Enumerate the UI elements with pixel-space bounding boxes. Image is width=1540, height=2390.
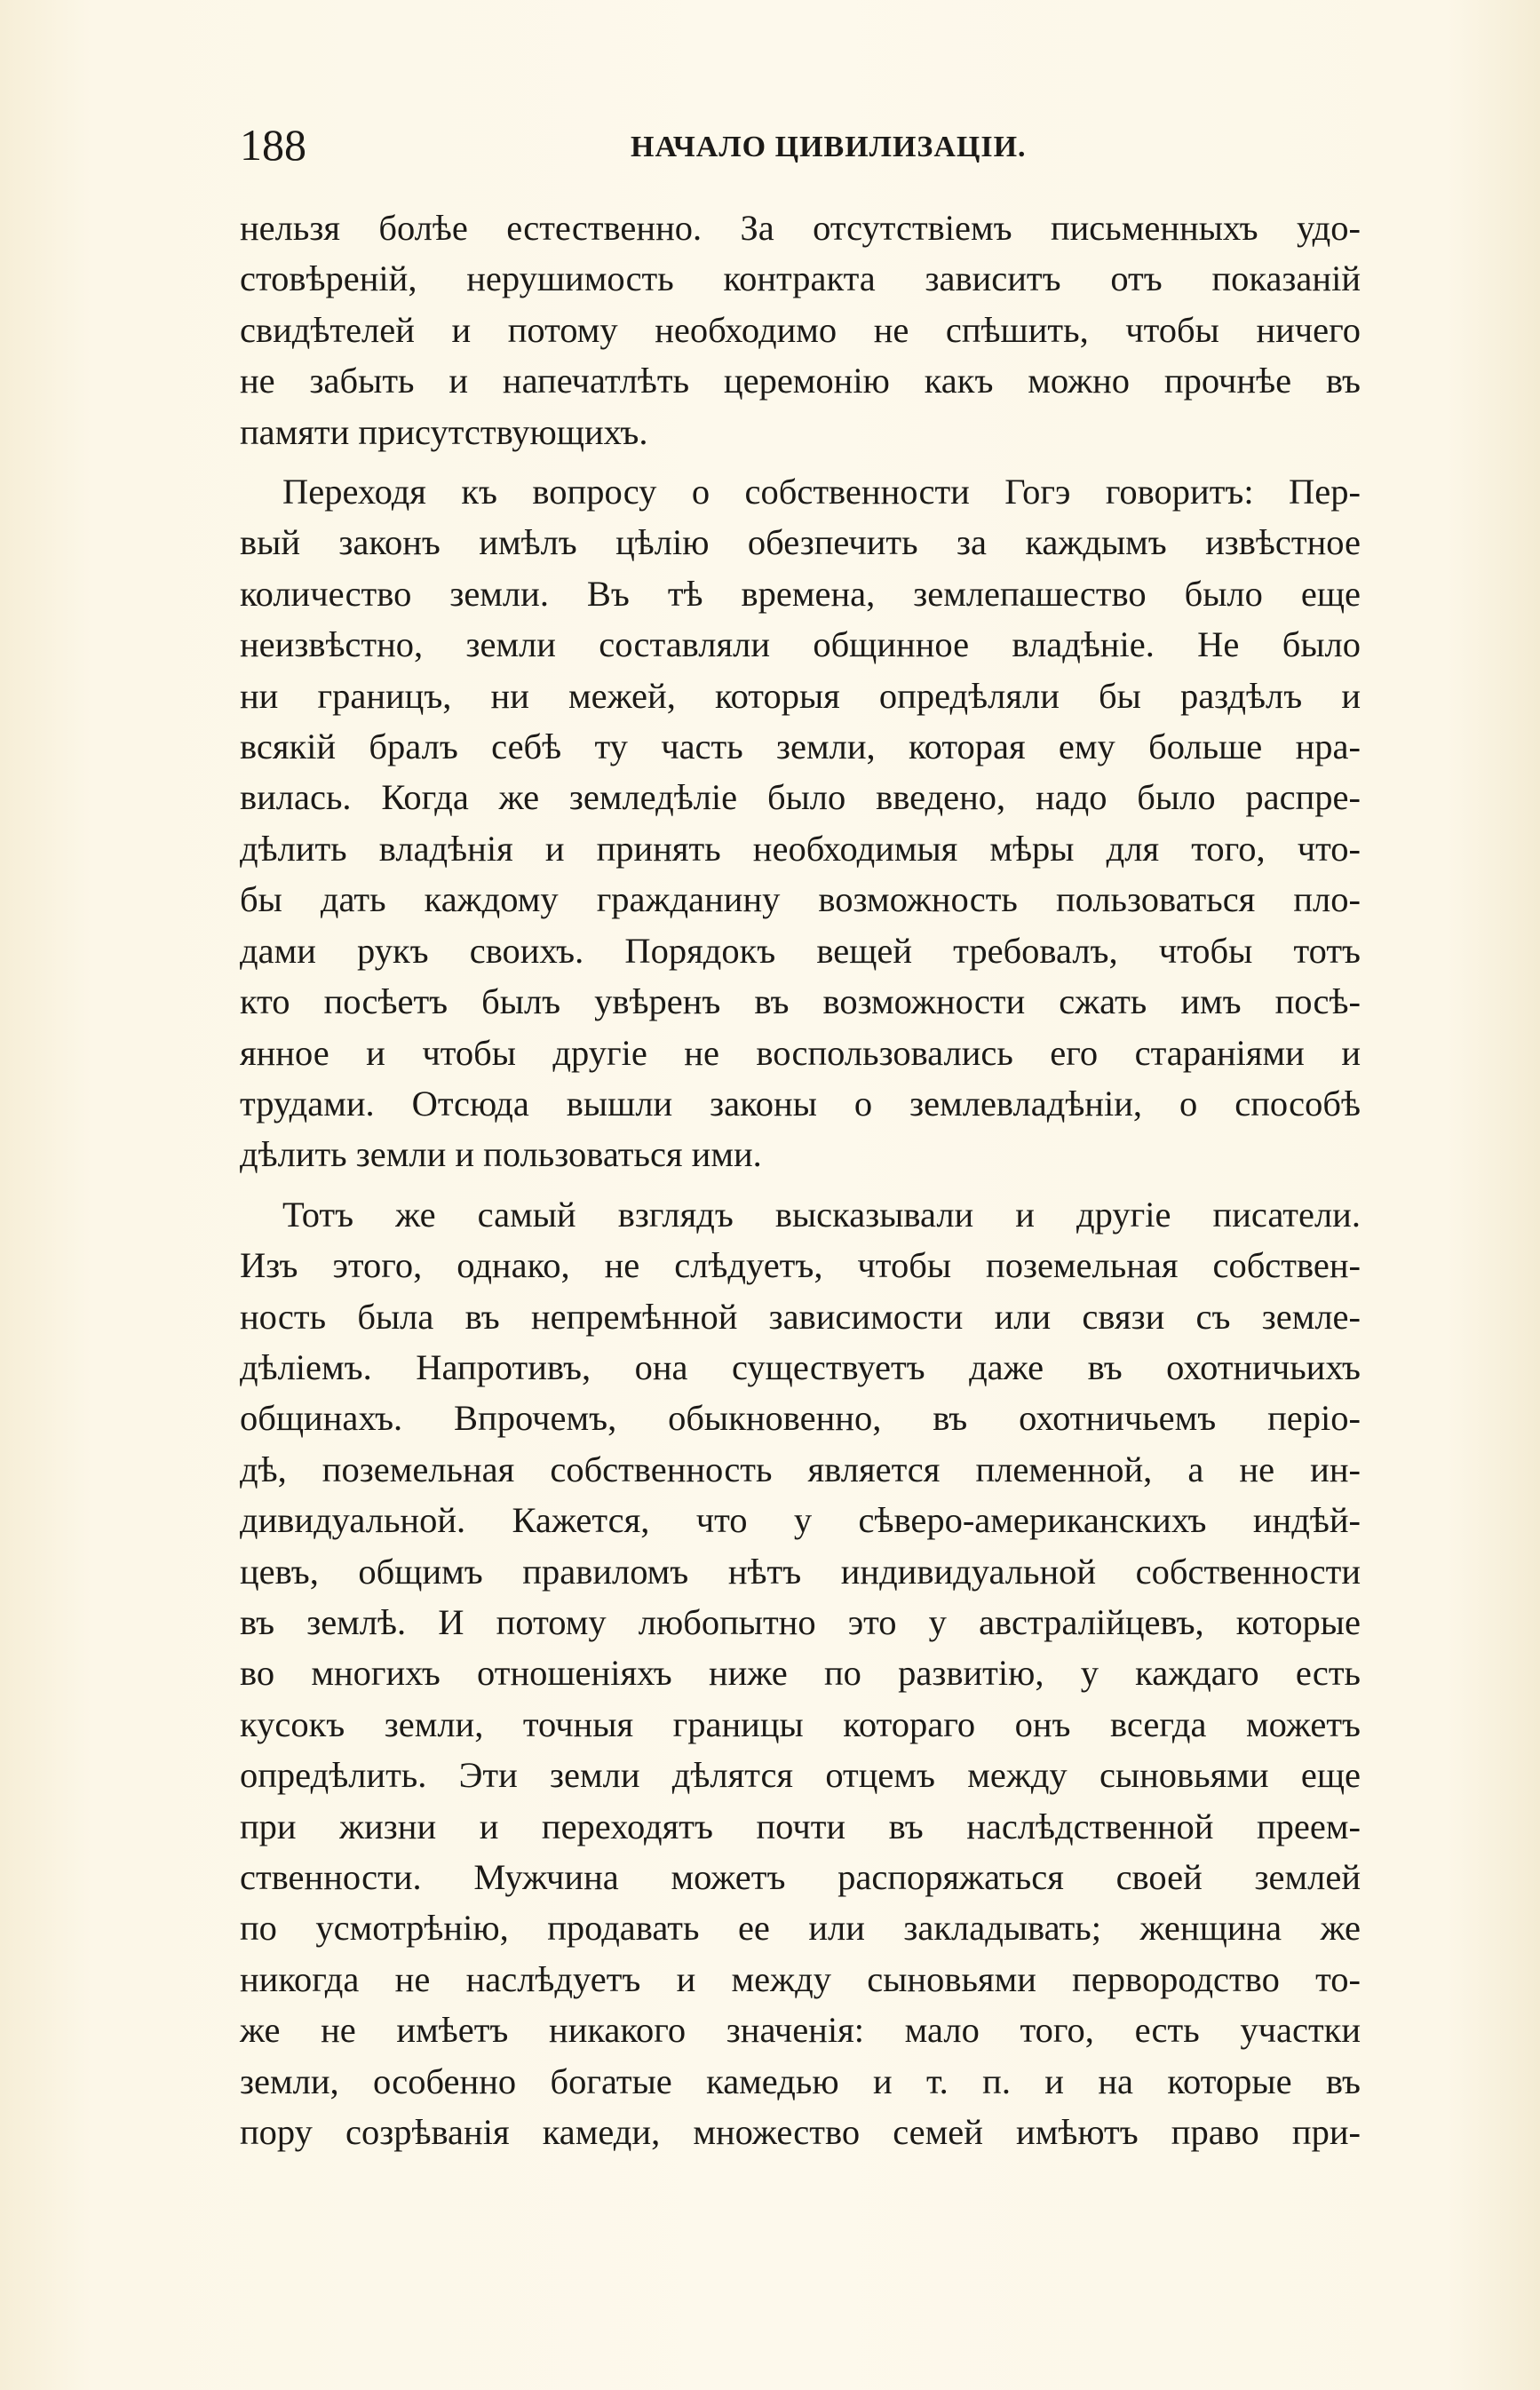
text-line: земли, особенно богатые камедью и т. п. и на которые въ bbox=[240, 2060, 1361, 2101]
text-line: Изъ этого, однако, не слѣдуетъ, чтобы поземельная собствен- bbox=[240, 1245, 1361, 1286]
text-line: янное и чтобы другіе не воспользовались его стараніями и bbox=[240, 1032, 1361, 1073]
text-line: бы дать каждому гражданину возможность пользоваться пло- bbox=[240, 879, 1361, 920]
page-header bbox=[240, 114, 1361, 176]
text-line: дѣлить земли и пользоваться ими. bbox=[240, 1134, 762, 1175]
text-line: вилась. Когда же земледѣліе было введено, надо было распре- bbox=[240, 777, 1361, 818]
text-line: общинахъ. Впрочемъ, обыкновенно, въ охотничьемъ періо- bbox=[240, 1398, 1361, 1439]
text-line: неизвѣстно, земли составляли общинное владѣніе. Не было bbox=[240, 624, 1361, 665]
text-line: кусокъ земли, точныя границы котораго онъ всегда можетъ bbox=[240, 1703, 1361, 1744]
text-line: во многихъ отношеніяхъ ниже по развитію, у каждаго есть bbox=[240, 1653, 1361, 1694]
text-line: дами рукъ своихъ. Порядокъ вещей требовалъ, чтобы тотъ bbox=[240, 930, 1361, 971]
text-line: цевъ, общимъ правиломъ нѣтъ индивидуальной собственности bbox=[240, 1551, 1361, 1592]
text-line: Тотъ же самый взглядъ высказывали и другіе писатели. bbox=[282, 1194, 1361, 1235]
text-line: пору созрѣванія камеди, множество семей имѣютъ право при- bbox=[240, 2112, 1361, 2153]
text-line: при жизни и переходятъ почти въ наслѣдственной преем- bbox=[240, 1806, 1361, 1846]
text-line: вый законъ имѣлъ цѣлію обезпечить за каждымъ извѣстное bbox=[240, 522, 1361, 563]
text-line: дѣ, поземельная собственность является племенной, а не ин- bbox=[240, 1449, 1361, 1489]
text-line: ственности. Мужчина можетъ распоряжаться своей землей bbox=[240, 1857, 1361, 1897]
text-line: ность была въ непремѣнной зависимости или связи съ земле- bbox=[240, 1296, 1361, 1337]
text-line: памяти присутствующихъ. bbox=[240, 411, 648, 452]
text-line: дѣлить владѣнія и принять необходимыя мѣры для того, что- bbox=[240, 828, 1361, 869]
text-line: кто посѣетъ былъ увѣренъ въ возможности сжать имъ посѣ- bbox=[240, 981, 1361, 1022]
text-line: трудами. Отсюда вышли законы о землевладѣніи, о способѣ bbox=[240, 1083, 1361, 1124]
text-line: нельзя болѣе естественно. За отсутствіемъ письменныхъ удо- bbox=[240, 208, 1361, 248]
text-line: ни границъ, ни межей, которыя опредѣляли бы раздѣлъ и bbox=[240, 675, 1361, 716]
paragraph-2 bbox=[240, 466, 1361, 1180]
paragraph-3 bbox=[240, 1189, 1361, 2158]
text-line: дивидуальной. Кажется, что у сѣверо-американскихъ индѣй- bbox=[240, 1500, 1361, 1541]
text-line: количество земли. Въ тѣ времена, землепашество было еще bbox=[240, 573, 1361, 614]
text-line: въ землѣ. И потому любопытно это у австралійцевъ, которые bbox=[240, 1601, 1361, 1642]
text-line: никогда не наслѣдуетъ и между сыновьями первородство то- bbox=[240, 1958, 1361, 1999]
running-title: НАЧАЛО ЦИВИЛИЗАЦІИ. bbox=[631, 131, 1027, 163]
text-line: же не имѣетъ никакого значенія: мало того, есть участки bbox=[240, 2010, 1361, 2051]
body-text bbox=[240, 202, 1361, 2157]
text-line: всякій бралъ себѣ ту часть земли, которая ему больше нра- bbox=[240, 727, 1361, 767]
paragraph-1 bbox=[240, 202, 1361, 457]
text-line: опредѣлить. Эти земли дѣлятся отцемъ между сыновьями еще bbox=[240, 1755, 1361, 1796]
text-line: Переходя къ вопросу о собственности Гогэ говоритъ: Пер- bbox=[282, 472, 1361, 512]
text-line: свидѣтелей и потому необходимо не спѣшить, чтобы ничего bbox=[240, 309, 1361, 350]
text-line: дѣліемъ. Напротивъ, она существуетъ даже въ охотничьихъ bbox=[240, 1346, 1361, 1387]
text-line: стовѣреній, нерушимость контракта зависитъ отъ показаній bbox=[240, 258, 1361, 299]
text-line: не забыть и напечатлѣть церемонію какъ можно прочнѣе въ bbox=[240, 361, 1361, 401]
page-number: 188 bbox=[240, 120, 306, 170]
text-line: по усмотрѣнію, продавать ее или закладывать; женщина же bbox=[240, 1908, 1361, 1949]
